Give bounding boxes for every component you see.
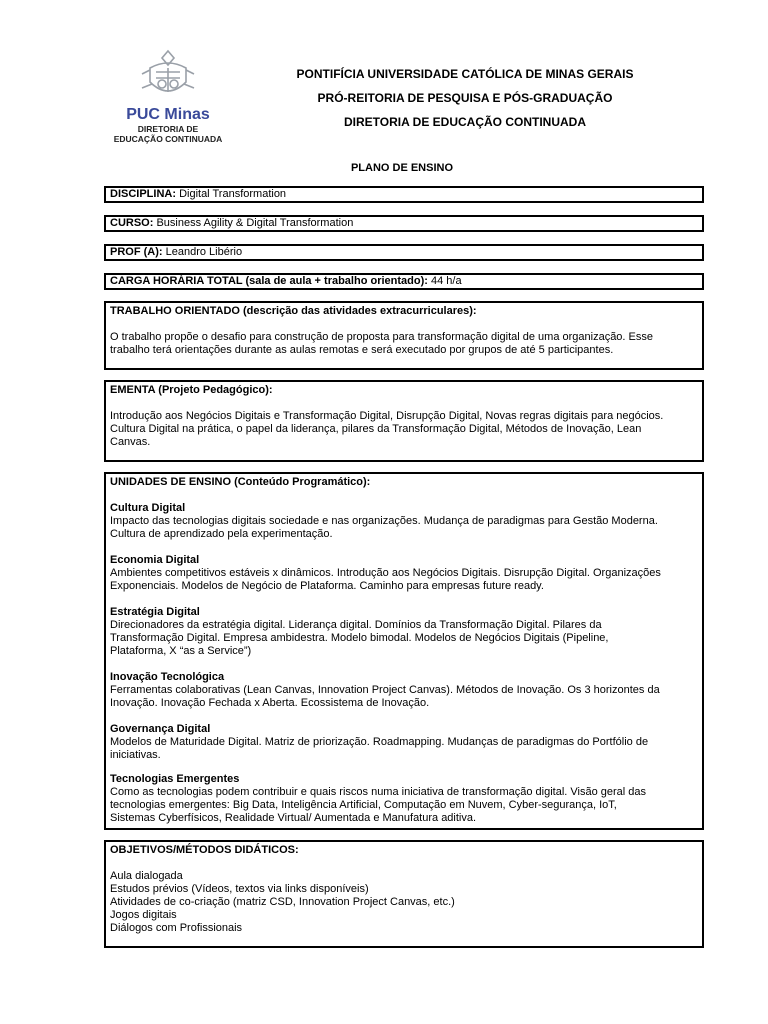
objetivos-box (104, 840, 704, 948)
ementa-line-3: Canvas. (110, 436, 151, 448)
ementa-line-1: Introdução aos Negócios Digitais e Transformação Digital, Disrupção Digital, Novas regras digitais para negócios. (110, 410, 664, 422)
objetivo-item: Aula dialogada (110, 870, 183, 882)
unit-line: Modelos de Maturidade Digital. Matriz de priorização. Roadmapping. Mudanças de paradigmas do Portfólio de (110, 736, 649, 748)
logo-subtitle-1: DIRETORIA DE (137, 124, 199, 134)
carga-label: CARGA HORÁRIA TOTAL (sala de aula + trabalho orientado): (110, 275, 428, 287)
trabalho-line-1: O trabalho propõe o desafio para construção de proposta para transformação digital de uma organização. Esse (110, 331, 653, 343)
unit-line: iniciativas. (110, 749, 161, 761)
header-line-3: DIRETORIA DE EDUCAÇÃO CONTINUADA (343, 115, 586, 129)
ementa-line-2: Cultura Digital na prática, o papel da liderança, pilares da Transformação Digital, Métodos de Inovação, Lean (110, 423, 642, 435)
unit-line: Impacto das tecnologias digitais sociedade e nas organizações. Mudança de paradigmas para Gestão Moderna. (110, 515, 658, 527)
unit-line: Sistemas Cyberfísicos, Realidade Virtual/ Aumentada e Manufatura aditiva. (110, 812, 477, 824)
disciplina-label: DISCIPLINA: (110, 188, 176, 200)
unit-governanca-digital (110, 723, 698, 762)
unit-line: Plataforma, X “as a Service”) (110, 645, 252, 657)
unit-title: Governança Digital (110, 723, 211, 735)
header-line-2: PRÓ-REITORIA DE PESQUISA E PÓS-GRADUAÇÃO (317, 91, 613, 105)
header-line-1: PONTIFÍCIA UNIVERSIDADE CATÓLICA DE MINAS GERAIS (296, 67, 634, 81)
unit-title: Tecnologias Emergentes (110, 773, 240, 785)
unit-line: Transformação Digital. Empresa ambidestra. Modelo bimodal. Modelos de Negócios Digitais (Pipeline, (110, 632, 609, 644)
unit-inovacao-tecnologica (110, 671, 698, 710)
objetivos-title: OBJETIVOS/MÉTODOS DIDÁTICOS: (110, 844, 299, 856)
carga-value: 44 h/a (430, 275, 462, 287)
logo-subtitle-2: EDUCAÇÃO CONTINUADA (113, 134, 223, 144)
unit-line: Inovação. Inovação Fechada x Aberta. Ecossistema de Inovação. (110, 697, 430, 709)
unit-title: Cultura Digital (110, 502, 186, 514)
page-title: PLANO DE ENSINO (350, 162, 454, 174)
unit-tecnologias-emergentes (110, 773, 698, 825)
prof-value: Leandro Libério (165, 246, 243, 258)
disciplina-value: Digital Transformation (179, 188, 287, 200)
unit-line: tecnologias emergentes: Big Data, Inteligência Artificial, Computação em Nuvem, Cyber-segurança, IoT, (110, 799, 617, 811)
unit-line: Ferramentas colaborativas (Lean Canvas, Innovation Project Canvas). Métodos de Inovação. Os 3 horizontes da (110, 684, 660, 696)
objetivo-item: Jogos digitais (110, 909, 177, 921)
carga-box (104, 273, 704, 290)
unit-line: Ambientes competitivos estáveis x dinâmicos. Introdução aos Negócios Digitais. Disrupção Digital. Organizações (110, 567, 661, 579)
trabalho-box (104, 301, 704, 370)
ementa-box (104, 380, 704, 462)
prof-label: PROF (A): (110, 246, 163, 258)
unidades-box (104, 472, 704, 830)
unit-line: Direcionadores da estratégia digital. Liderança digital. Domínios da Transformação Digital. Pilares da (110, 619, 602, 631)
unit-title: Inovação Tecnológica (110, 671, 225, 683)
trabalho-line-2: trabalho terá orientações durante as aulas remotas e será executado por grupos de até 5 participantes. (110, 344, 614, 356)
unit-line: Cultura de aprendizado pela experimentação. (110, 528, 333, 540)
puc-minas-logo (108, 48, 228, 148)
ementa-title: EMENTA (Projeto Pedagógico): (110, 384, 273, 396)
coat-of-arms-icon (136, 48, 200, 102)
disciplina-box (104, 186, 704, 203)
unit-line: Exponenciais. Modelos de Negócio de Plataforma. Caminho para empresas future ready. (110, 580, 544, 592)
unit-line: Como as tecnologias podem contribuir e quais riscos numa iniciativa de transformação digital. Visão geral das (110, 786, 647, 798)
curso-value: Business Agility & Digital Transformation (156, 217, 354, 229)
logo-name: PUC Minas (126, 106, 210, 123)
trabalho-title: TRABALHO ORIENTADO (descrição das atividades extracurriculares): (110, 305, 477, 317)
unidades-title: UNIDADES DE ENSINO (Conteúdo Programático): (110, 476, 371, 488)
curso-box (104, 215, 704, 232)
unit-title: Estratégia Digital (110, 606, 200, 618)
objetivo-item: Diálogos com Profissionais (110, 922, 243, 934)
objetivo-item: Atividades de co-criação (matriz CSD, Innovation Project Canvas, etc.) (110, 896, 455, 908)
unit-economia-digital (110, 554, 698, 593)
objetivo-item: Estudos prévios (Vídeos, textos via links disponíveis) (110, 883, 369, 895)
prof-box (104, 244, 704, 261)
institution-header (250, 66, 680, 138)
curso-label: CURSO: (110, 217, 154, 229)
unit-cultura-digital (110, 502, 698, 541)
unit-estrategia-digital (110, 606, 698, 658)
unit-title: Economia Digital (110, 554, 200, 566)
